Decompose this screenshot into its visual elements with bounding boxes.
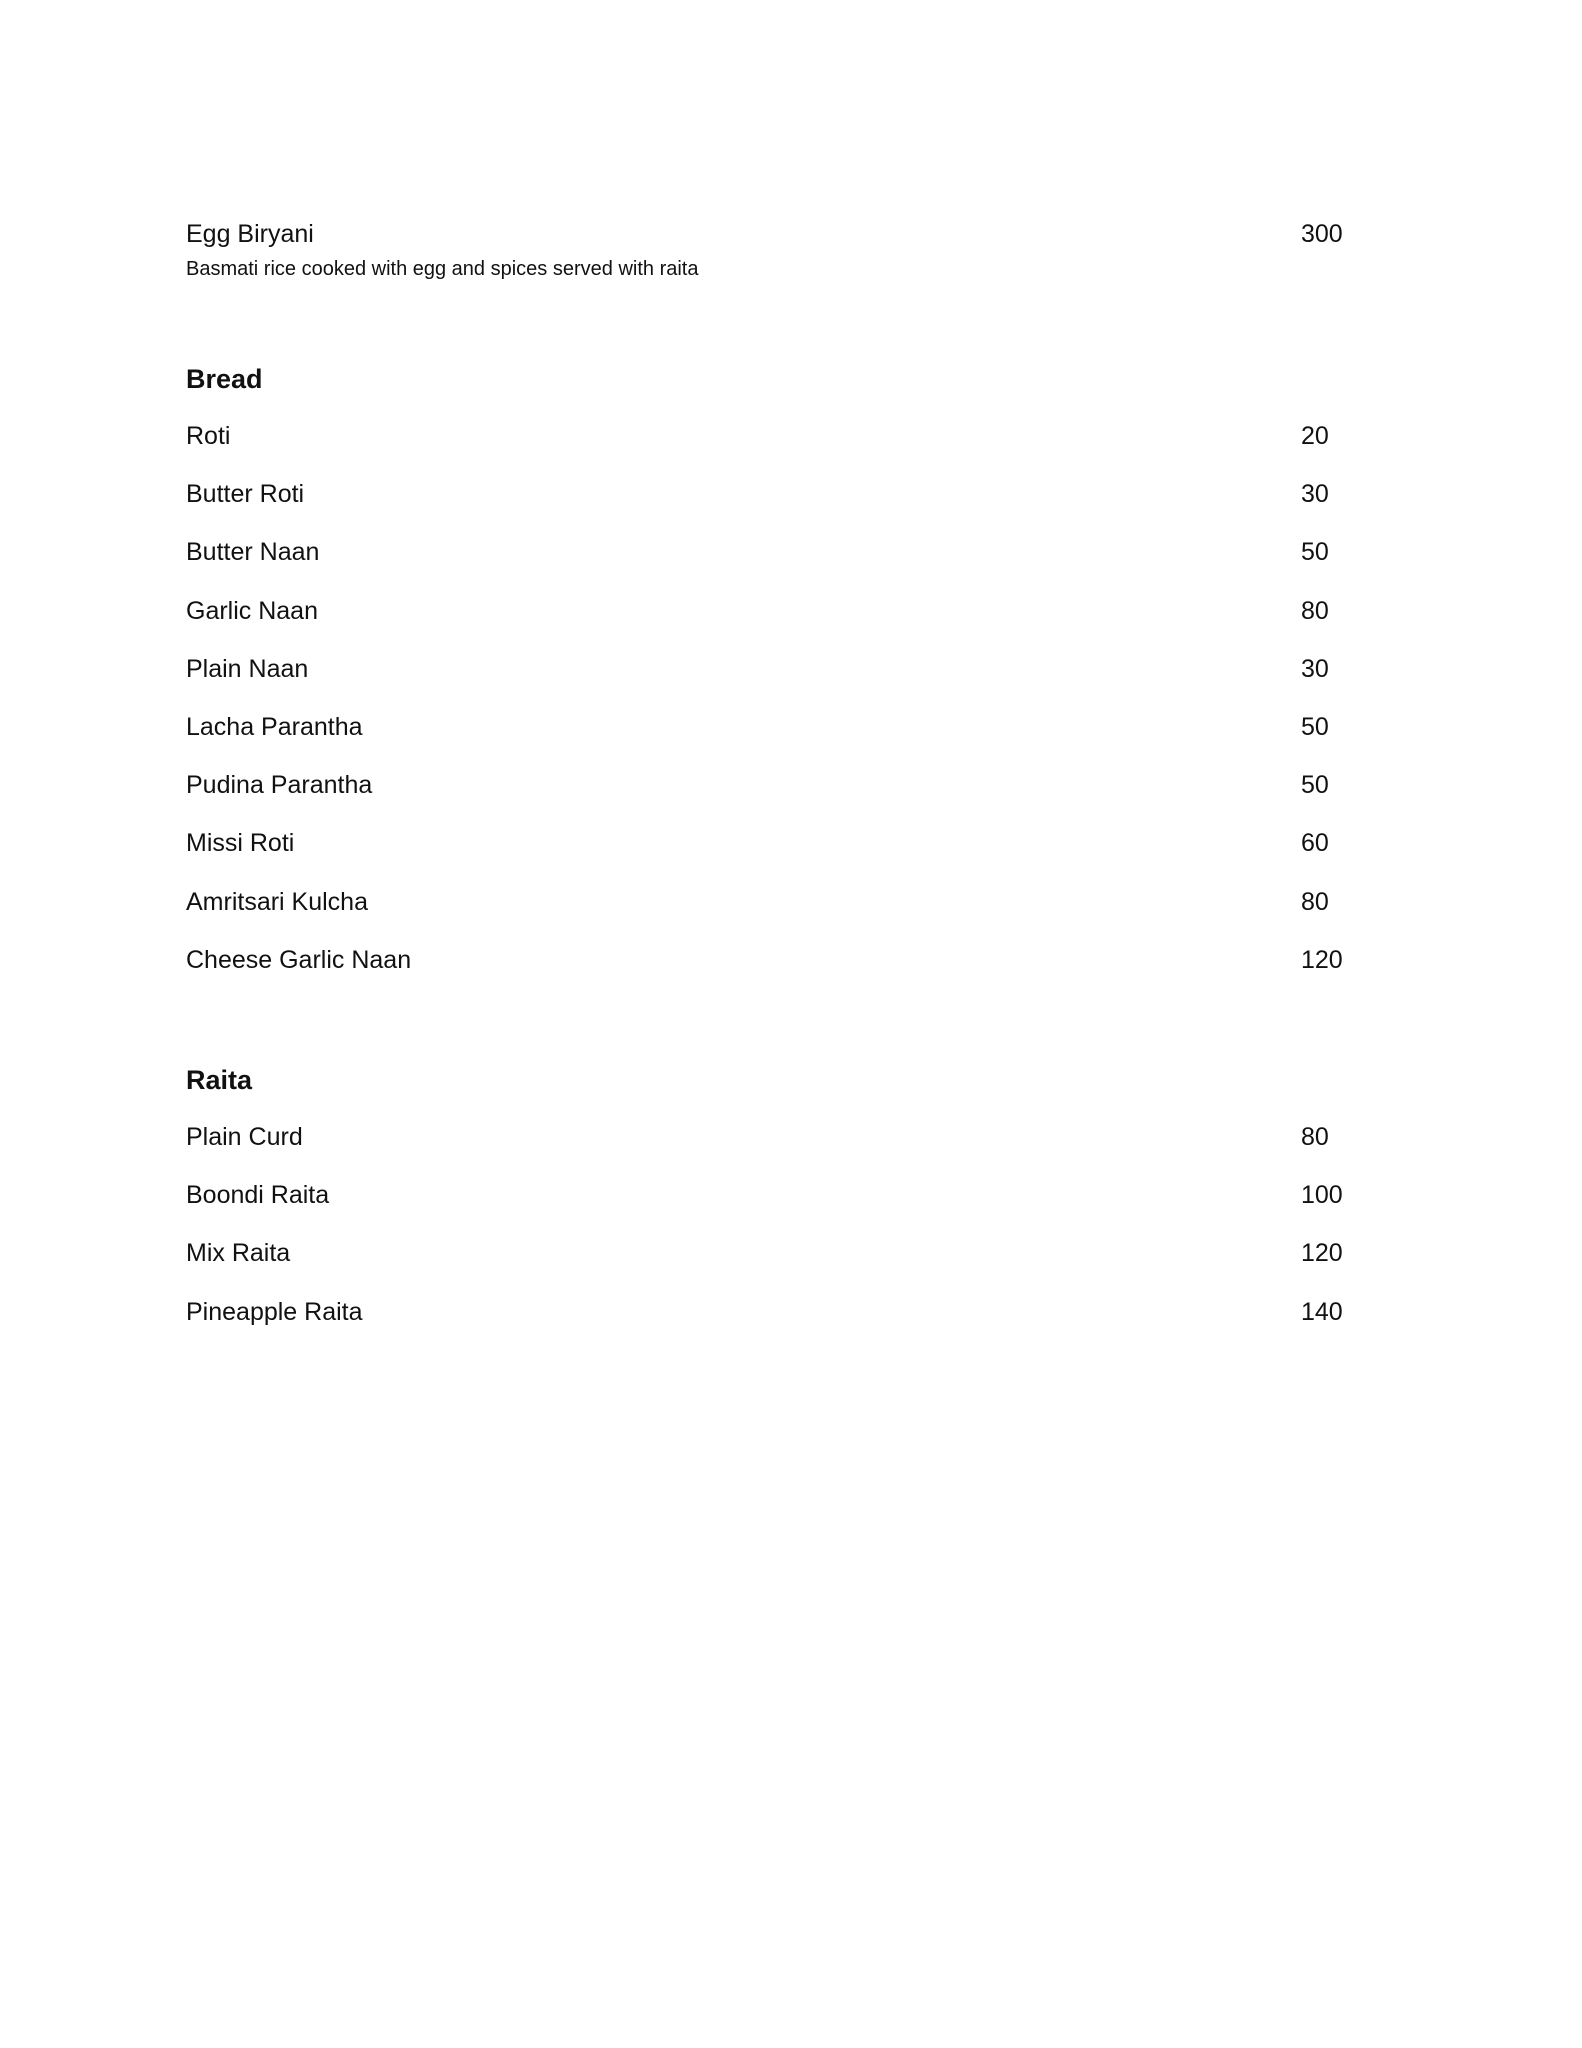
menu-item: [186, 1237, 1352, 1295]
menu-item-price: 80: [1301, 887, 1329, 916]
menu-item-name: Butter Roti: [186, 480, 305, 509]
menu-item-price: 20: [1301, 422, 1329, 450]
menu-item: [186, 1179, 1352, 1237]
menu-item-price: 100: [1301, 1181, 1343, 1210]
menu-item: [186, 653, 1352, 711]
menu-item-price: 50: [1301, 771, 1329, 800]
menu-item-name: Mix Raita: [186, 1239, 291, 1268]
menu-item-name: Pudina Parantha: [186, 771, 373, 800]
menu-item: [186, 711, 1352, 769]
menu-item-name: Egg Biryani: [186, 220, 314, 248]
menu-item: [186, 420, 1352, 478]
menu-item-name: Plain Curd: [186, 1123, 303, 1151]
menu-item-name: Garlic Naan: [186, 596, 318, 625]
section-title: Bread: [186, 364, 263, 394]
menu-item-price: 120: [1301, 945, 1343, 974]
menu-item: [186, 1121, 1352, 1179]
menu-item: [186, 595, 1352, 653]
section-title: Raita: [186, 1065, 253, 1095]
menu-item-price: 60: [1301, 829, 1329, 858]
menu-list: [186, 1121, 1352, 1354]
menu-item: [186, 827, 1352, 885]
menu-item-name: Lacha Parantha: [186, 712, 363, 741]
menu-item-price: 30: [1301, 480, 1329, 509]
menu-item-name: Roti: [186, 422, 231, 450]
menu-item-row: [186, 218, 1352, 254]
menu-item: [186, 944, 1352, 1002]
menu-item-name: Amritsari Kulcha: [186, 887, 368, 916]
menu-item: [186, 886, 1352, 944]
menu-item-price: 300: [1301, 220, 1343, 248]
section-bread: [186, 362, 1352, 1002]
menu-item-name: Missi Roti: [186, 829, 295, 858]
menu-item-price: 140: [1301, 1297, 1343, 1326]
menu-list: [186, 420, 1352, 1002]
menu-item-price: 80: [1301, 1123, 1329, 1151]
menu-item-egg-biryani: [186, 218, 1352, 282]
menu-item-name: Boondi Raita: [186, 1181, 330, 1210]
menu-item-name: Plain Naan: [186, 654, 309, 683]
menu-item: [186, 478, 1352, 536]
menu-item-price: 50: [1301, 538, 1329, 567]
menu-item: [186, 1296, 1352, 1354]
menu-item-price: 120: [1301, 1239, 1343, 1268]
section-raita: [186, 1063, 1352, 1354]
menu-item-name: Butter Naan: [186, 538, 320, 567]
menu-item-description: Basmati rice cooked with egg and spices served with raita: [186, 258, 699, 280]
menu-item-price: 80: [1301, 596, 1329, 625]
menu-item: [186, 536, 1352, 594]
menu-item-price: 30: [1301, 654, 1329, 683]
menu-item-name: Cheese Garlic Naan: [186, 945, 412, 974]
menu-item-price: 50: [1301, 712, 1329, 741]
menu-item-name: Pineapple Raita: [186, 1297, 363, 1326]
menu-item: [186, 769, 1352, 827]
